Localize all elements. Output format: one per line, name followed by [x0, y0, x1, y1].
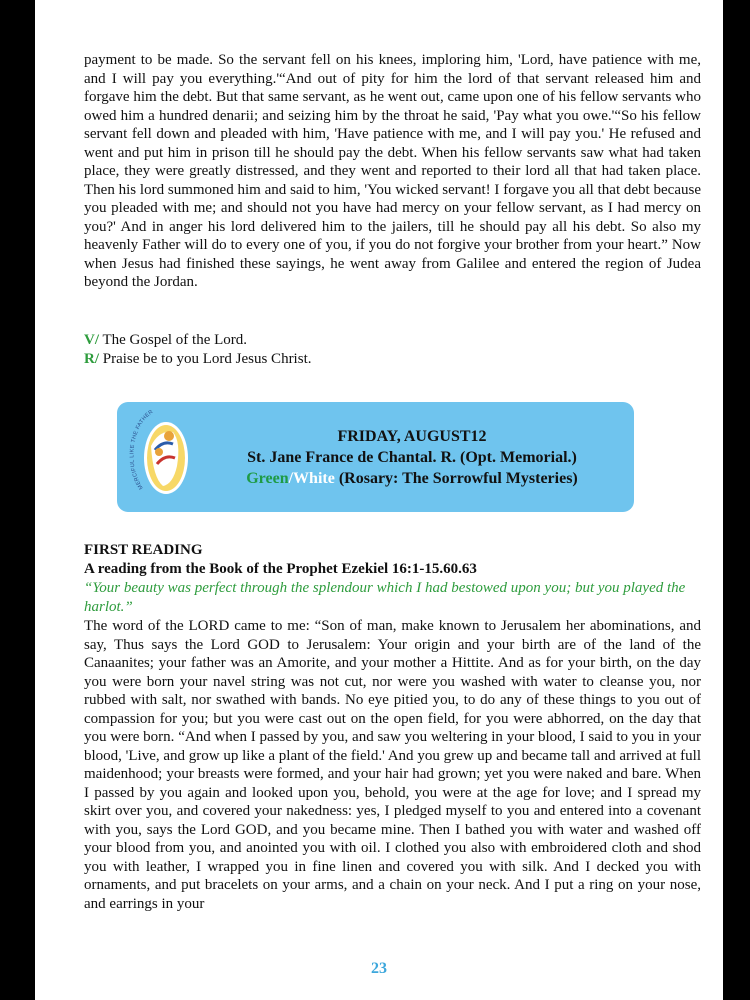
page	[35, 0, 723, 1000]
reading-heading: FIRST READING	[84, 542, 203, 558]
reading-source: A reading from the Book of the Prophet Ezekiel 16:1-15.60.63	[84, 561, 477, 577]
feast-banner	[117, 402, 634, 512]
feast-saint: St. Jane France de Chantal. R. (Opt. Memorial.)	[247, 449, 577, 466]
versicle-line	[84, 331, 701, 350]
feast-date: FRIDAY, AUGUST12	[337, 428, 487, 445]
gospel-text: payment to be made. So the servant fell on his knees, imploring him, 'Lord, have patience with me, and I will pay you everything.'“And out of pity for him the lord of that servant released him and forgave him the debt. But that same servant, as he went out, came upon one of his fellow servants who owed him a hundred denarii; and seizing him by the throat he said, 'Pay what you owe.'“So his fellow servant fell down and pleaded with him, 'Have patience with me, and I will pay you.' He refused and went and put him in prison till he should pay the debt. When his fellow servants saw what had taken place, they were greatly distressed, and they went and reported to their lord all that had taken place. Then his lord summoned him and said to him, 'You wicked servant! I forgave you all that debt because you pleaded with me; and should not you have had mercy on your fellow servant, as I had mercy on you?' And in anger his lord delivered him to the jailers, till he should pay all his debt. So also my heavenly Father will do to every one of you, if you do not forgive your brother from your heart.” Now when Jesus had finished these sayings, he went away from Galilee and entered the region of Judea beyond the Jordan.	[84, 52, 701, 290]
response-line	[84, 350, 701, 369]
reading-text: The word of the LORD came to me: “Son of man, make known to Jerusalem her abominations, and say, Thus says the Lord GOD to Jerusalem: Your origin and your birth are of the land of the Canaanites; your father was an Amorite, and your mother a Hittite. And as for your birth, on the day you were born your navel string was not cut, nor were you washed with water to cleanse you, nor rubbed with salt, nor swathed with bands. No eye pitied you, to do any of these things to you out of compassion for you; but you were cast out on the open field, for you were abhorred, on the day that you were born. “And when I passed by you, and saw you weltering in your blood, I said to you in your blood, 'Live, and grow up like a plant of the field.' And you grew up and became tall and arrived at full maidenhood; your breasts were formed, and your hair had grown; yet you were naked and bare. When I passed by you again and looked upon you, behold, you were at the age for love; and I spread my skirt over you, and covered your nakedness: yes, I pledged myself to you and entered into a covenant with you, says the Lord GOD, and you became mine. Then I bathed you with water and washed off your blood from you, and anointed you with oil. I clothed you also with embroidered cloth and shod you with leather, I wrapped you in fine linen and covered you with silk. And I decked you with ornaments, and put bracelets on your arms, and a chain on your neck. And I put a ring on your nose, and earrings in your	[84, 618, 701, 912]
versicle-mark: V/	[84, 332, 99, 348]
rosary-label: (Rosary: The Sorrowful Mysteries)	[334, 470, 578, 487]
logo-motto: MERCIFUL LIKE THE FATHER	[129, 409, 155, 491]
color-white-label: White	[293, 470, 335, 487]
color-green-label: Green	[246, 470, 289, 487]
liturgical-colors	[197, 468, 627, 489]
response-text: Praise be to you Lord Jesus Christ.	[99, 351, 312, 367]
response-mark: R/	[84, 351, 99, 367]
banner-text	[197, 426, 627, 489]
versicle-text: The Gospel of the Lord.	[99, 332, 248, 348]
color-separator: /	[288, 470, 294, 487]
jubilee-mercy-logo-icon	[129, 406, 199, 508]
page-number: 23	[371, 960, 387, 977]
reading-antiphon: “Your beauty was perfect through the splendour which I had bestowed upon you; but you played the harlot.”	[84, 580, 686, 615]
